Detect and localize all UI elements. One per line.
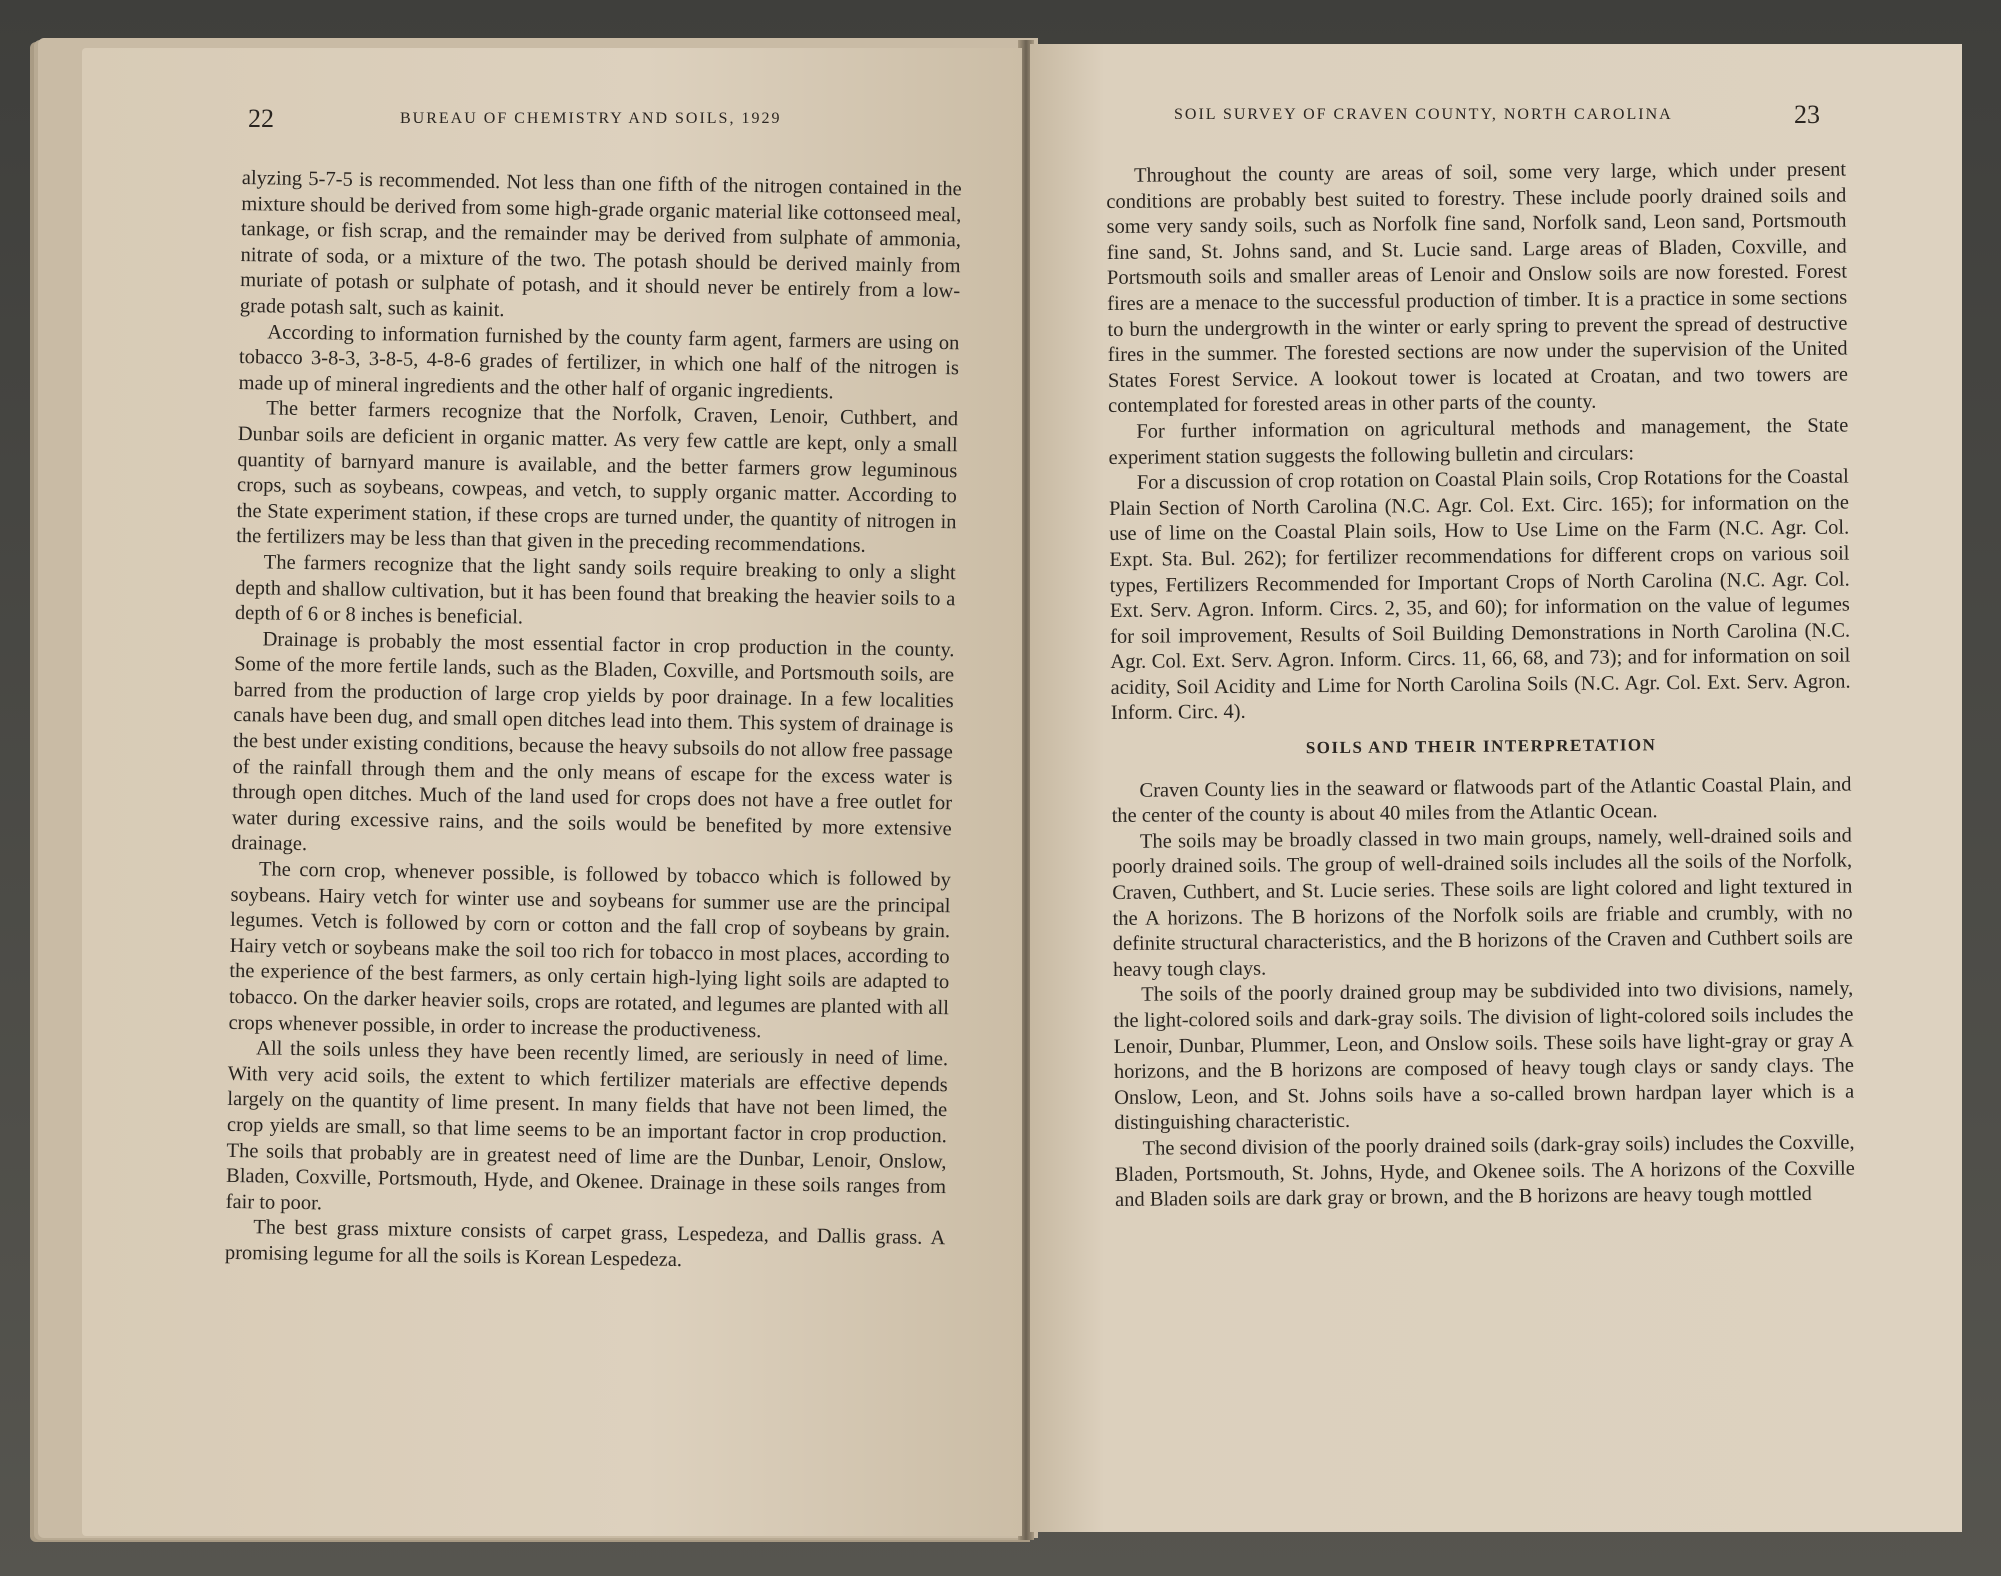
right-paragraph: For further information on agricultural methods and management, the State experiment station suggests the following bulletin and circulars: [1108,414,1849,469]
left-page-body [225,166,962,1278]
right-page [1030,44,1962,1532]
section-paragraph: The second division of the poorly drained soils (dark-gray soils) includes the Coxville, Bladen, Portsmouth, St. Johns, Hyde, and Okenee soils. The A horizons of the Coxville and Bladen soils are dark gray or brown, and the B horizons are heavy tough mottled [1114,1131,1855,1212]
right-paragraph: For a discussion of crop rotation on Coastal Plain soils, Crop Rotations for the Coastal Plain Section of North Carolina (N.C. Agr. Col. Ext. Circ. 165); for information on the use of lime on the Coastal Plain soils, How to Use Lime on the Farm (N.C. Agr. Col. Expt. Sta. Bul. 262); for fertilizer recommendations for different crops on various soil types, Fertilizers Recommended for Important Crops of North Carolina (N.C. Agr. Col. Ext. Serv. Agron. Inform. Circs. 2, 35, and 60); for information on the value of legumes for soil improvement, Results of Soil Building Demonstrations in North Carolina (N.C. Agr. Col. Ext. Serv. Agron. Inform. Circs. 11, 66, 68, and 73); and for information on soil acidity, Soil Acidity and Lime for North Carolina Soils (N.C. Agr. Col. Ext. Serv. Agron. Inform. Circ. 4). [1108,465,1851,725]
right-page-number: 23 [1794,100,1820,129]
left-page [82,48,1022,1536]
section-paragraph: The soils may be broadly classed in two main groups, namely, well-drained soils and poorly drained soils. The group of well-drained soils includes all the soils of the Norfolk, Craven, Cuthbert, and St. Lucie series. These soils are light colored and light textured in the A horizons. The B horizons of the Norfolk soils are friable and crumbly, with no definite structural characteristics, and the B horizons of the Craven and Cuthbert soils are heavy tough clays. [1112,824,1853,981]
section-paragraph: Craven County lies in the seaward or flatwoods part of the Atlantic Coastal Plain, and the center of the county is about 40 miles from the Atlantic Ocean. [1111,773,1852,828]
left-page-number: 22 [248,104,274,133]
section-heading: SOILS AND THEIR INTERPRETATION [1305,735,1657,758]
left-paragraph: The best grass mixture consists of carpet grass, Lespedeza, and Dallis grass. A promising legume for all the soils is Korean Lespedeza. [224,1216,946,1271]
left-paragraph: alyzing 5-7-5 is recommended. Not less than one fifth of the nitrogen contained in the mixture should be derived from some high-grade organic material like cottonseed meal, tankage, or fish scrap, and the remainder may be derived from sulphate of ammonia, nitrate of soda, or a mixture of the two. The potash should be derived mainly from muriate of potash or sulphate of potash, and it should never be entirely from a low-grade potash salt, such as kainit. [239,166,962,322]
right-paragraph: Throughout the county are areas of soil, some very large, which under present conditions are probably best suited to forestry. These include poorly drained soils and some very sandy soils, such as Norfolk fine sand, Norfolk sand, Leon sand, Portsmouth fine sand, St. Johns sand, and St. Lucie sand. Large areas of Bladen, Coxville, and Portsmouth soils and smaller areas of Lenoir and Onslow soils are now forested. Forest fires are a menace to the successful production of timber. It is a practice in some sections to burn the undergrowth in the winter or early spring to prevent the spread of destructive fires in the summer. The forested sections are now under the supervision of the United States Forest Service. A lookout tower is located at Croatan, and two towers are contemplated for forested areas in other parts of the county. [1106,158,1848,418]
left-paragraph: The corn crop, whenever possible, is followed by tobacco which is followed by soybeans. Hairy vetch for winter use and soybeans for summer use are the principal legumes. Vetch is followed by corn or cotton and the fall crop of soybeans by grain. Hairy vetch or soybeans make the soil too rich for tobacco in most places, according to the experience of the best farmers, as only certain high-lying light soils are adapted to tobacco. On the darker heavier soils, crops are rotated, and legumes are planted with all crops whenever possible, in order to increase the productiveness. [228,858,952,1042]
right-page-body [1106,158,1855,1214]
right-running-head: SOIL SURVEY OF CRAVEN COUNTY, NORTH CAROLINA [1174,106,1673,123]
left-paragraph: Drainage is probably the most essential factor in crop production in the county. Some of the more fertile lands, such as the Bladen, Coxville, and Portsmouth soils, are barred from the production of large crop yields by poor drainage. In a few localities canals have been dug, and small open ditches lead into them. This system of drainage is the best under existing conditions, because the heavy subsoils do not allow free passage of the rainfall through them and the only means of escape for the excess water is through open ditches. Much of the land used for crops does not have a free outlet for water during excessive rains, and the soils would be benefited by more extensive drainage. [231,628,955,856]
left-paragraph: The better farmers recognize that the Norfolk, Craven, Lenoir, Cuthbert, and Dunbar soils are deficient in organic matter. As very few cattle are kept, only a small quantity of barnyard manure is available, and the better farmers grow leguminous crops, such as soybeans, cowpeas, and vetch, to supply organic matter. According to the State experiment station, if these crops are turned under, the quantity of nitrogen in the fertilizers may be less than that given in the preceding recommendations. [236,397,959,558]
left-running-head: BUREAU OF CHEMISTRY AND SOILS, 1929 [400,110,782,127]
left-paragraph: All the soils unless they have been recently limed, are seriously in need of lime. With very acid soils, the extent to which fertilizer materials are effective depends largely on the quantity of lime present. In many fields that have not been limed, the crop yields are small, so that lime seems to be an important factor in crop production. The soils that probably are in greatest need of lime are the Dunbar, Lenoir, Onslow, Bladen, Coxville, Portsmouth, Hyde, and Okenee. Drainage in these soils ranges from fair to poor. [225,1037,949,1215]
section-paragraph: The soils of the poorly drained group may be subdivided into two divisions, namely, the light-colored soils and dark-gray soils. The division of light-colored soils includes the Lenoir, Dunbar, Plummer, Leon, and Onslow soils. These soils have light-gray or gray A horizons, and the B horizons are composed of heavy tough clays or sandy clays. The Onslow, Leon, and St. Johns soils have a so-called brown hardpan layer which is a distinguishing characteristic. [1113,977,1855,1135]
left-paragraph: The farmers recognize that the light sandy soils require breaking to only a slight depth and shallow cultivation, but it has been found that breaking the heavier soils to a depth of 6 or 8 inches is beneficial. [234,551,956,629]
left-paragraph: According to information furnished by the county farm agent, farmers are using on tobacco 3-8-3, 3-8-5, 4-8-6 grades of fertilizer, in which one half of the nitrogen is made up of mineral ingredients and the other half of organic ingredients. [238,320,960,404]
